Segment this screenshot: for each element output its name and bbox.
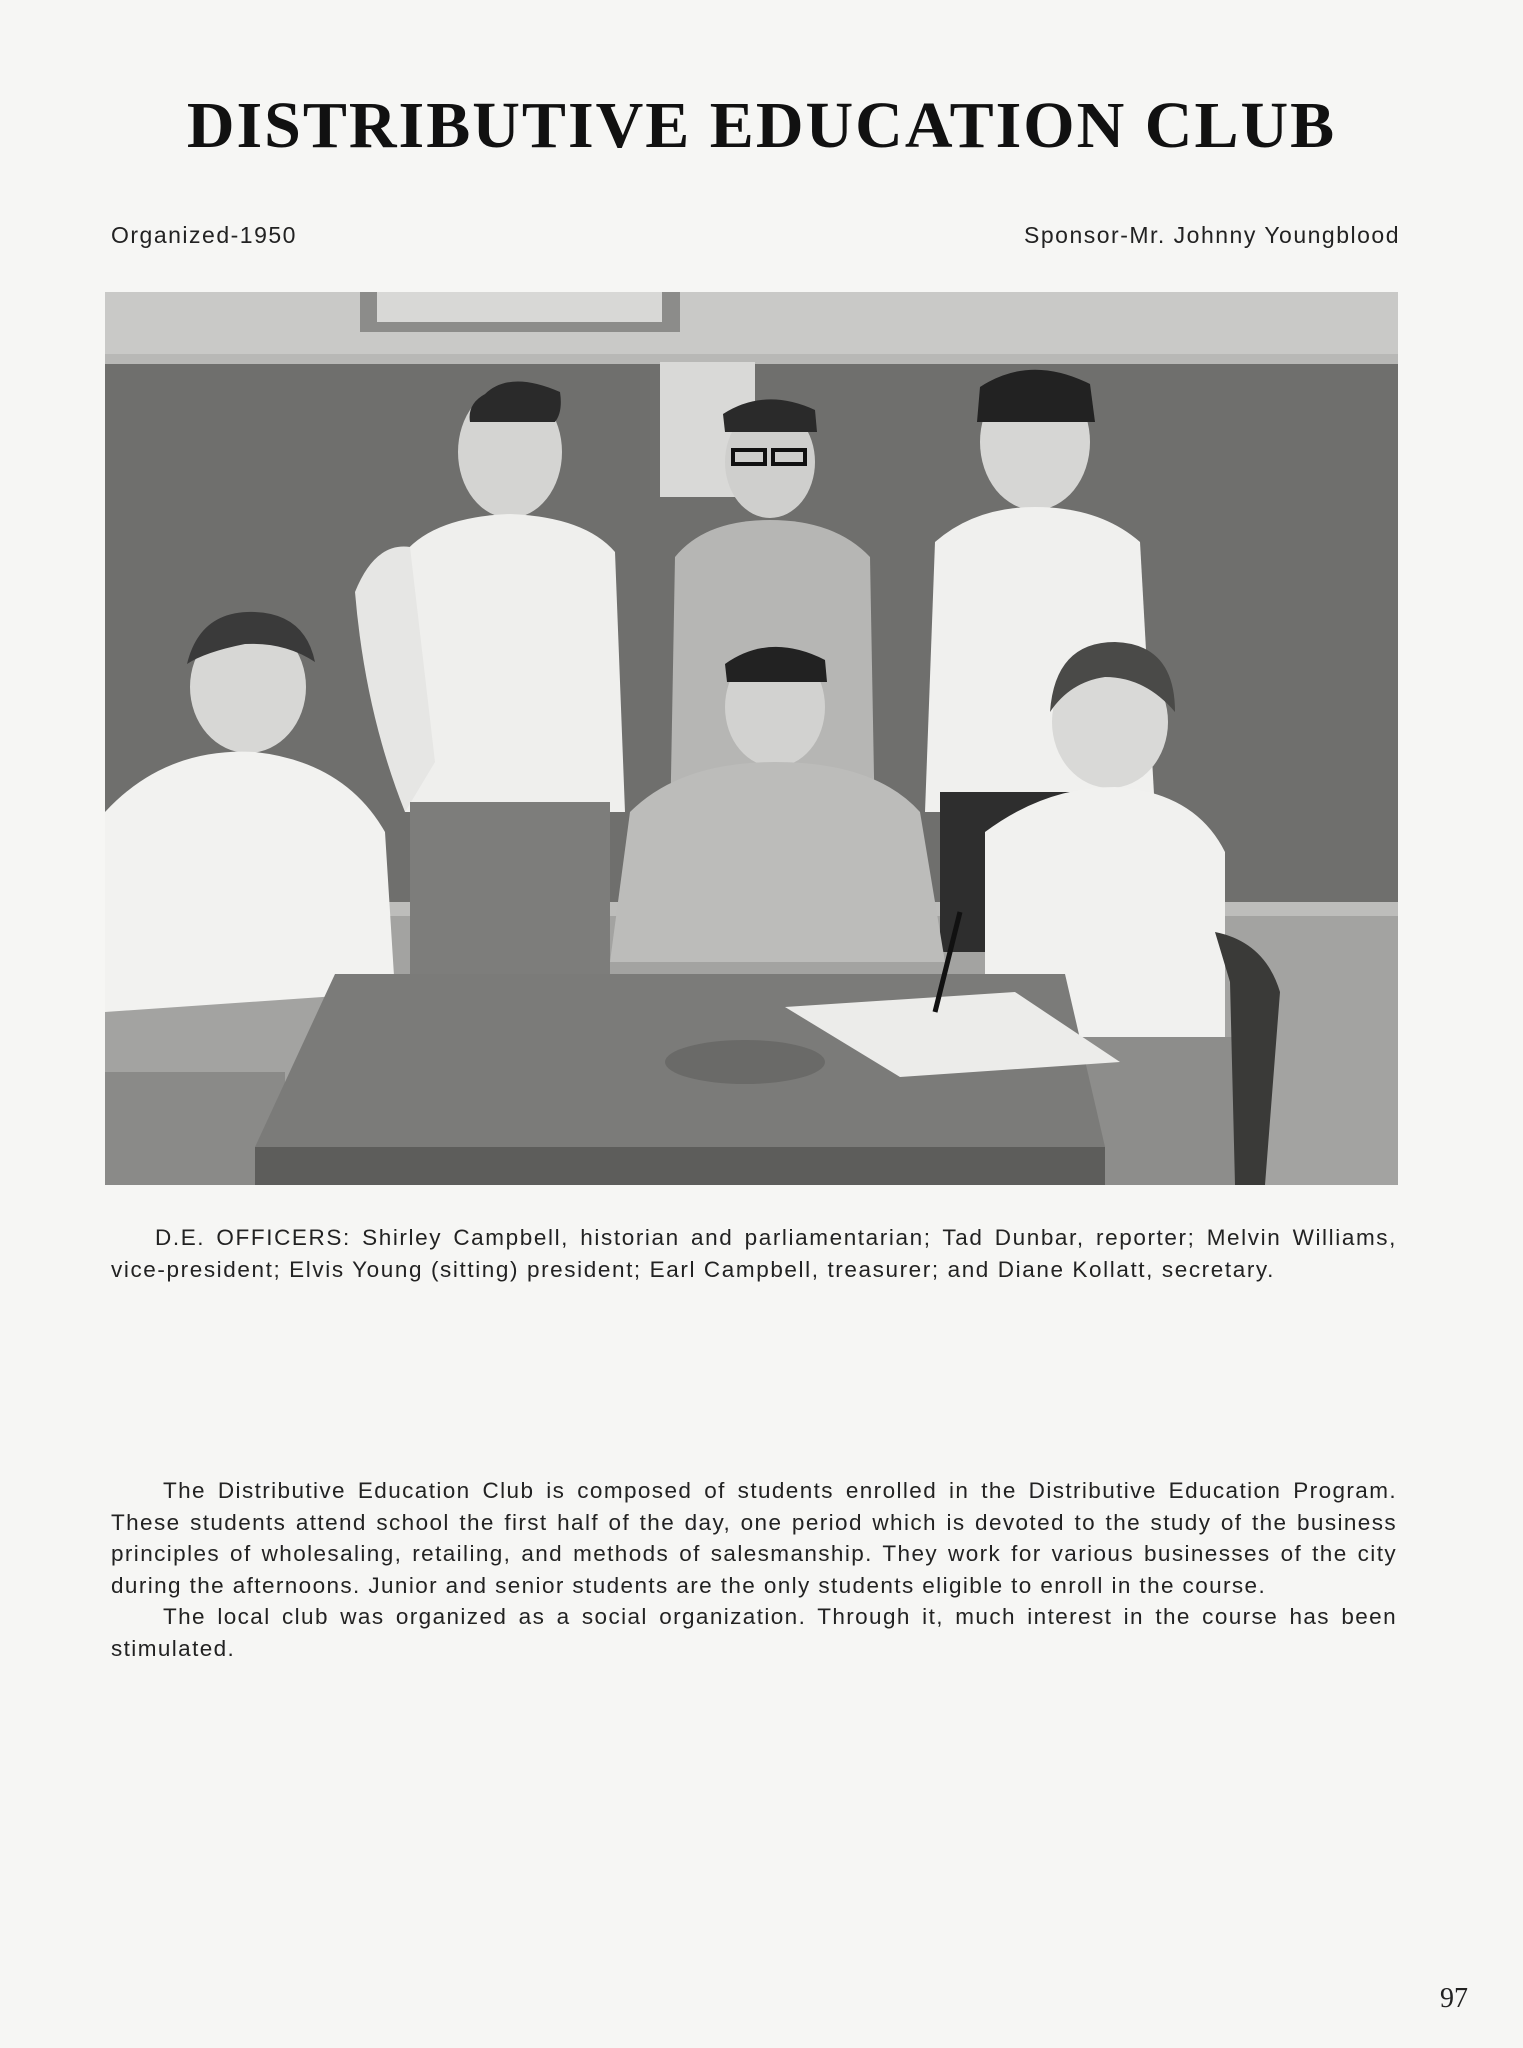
group-photo-illustration <box>105 292 1398 1185</box>
description-paragraph: The local club was organized as a social organization. Through it, much interest in the course has been stimulated. <box>111 1604 1397 1661</box>
organized-date: Organized-1950 <box>111 222 297 248</box>
sponsor-name: Sponsor-Mr. Johnny Youngblood <box>1024 222 1400 248</box>
page-title: DISTRIBUTIVE EDUCATION CLUB <box>186 89 1337 162</box>
description-paragraph: The Distributive Education Club is composed of students enrolled in the Distributive Education Program. These students attend school the first half of the day, one period which is devoted to the study of the business principles of wholesaling, retailing, and methods of salesmanship. They work for various businesses of the city during the afternoons. Junior and senior students are the only students eligible to enroll in the course. <box>111 1478 1397 1598</box>
page-number: 97 <box>1440 1983 1468 2014</box>
group-photo <box>105 292 1398 1185</box>
meta-row <box>111 222 1400 249</box>
club-description <box>111 1475 1397 1664</box>
photo-caption: D.E. OFFICERS: Shirley Campbell, historian and parliamentarian; Tad Dunbar, reporter; Melvin Williams, vice-president; Elvis Young (sitting) president; Earl Campbell, treasurer; and Diane Kollatt, secretary. <box>111 1225 1397 1282</box>
